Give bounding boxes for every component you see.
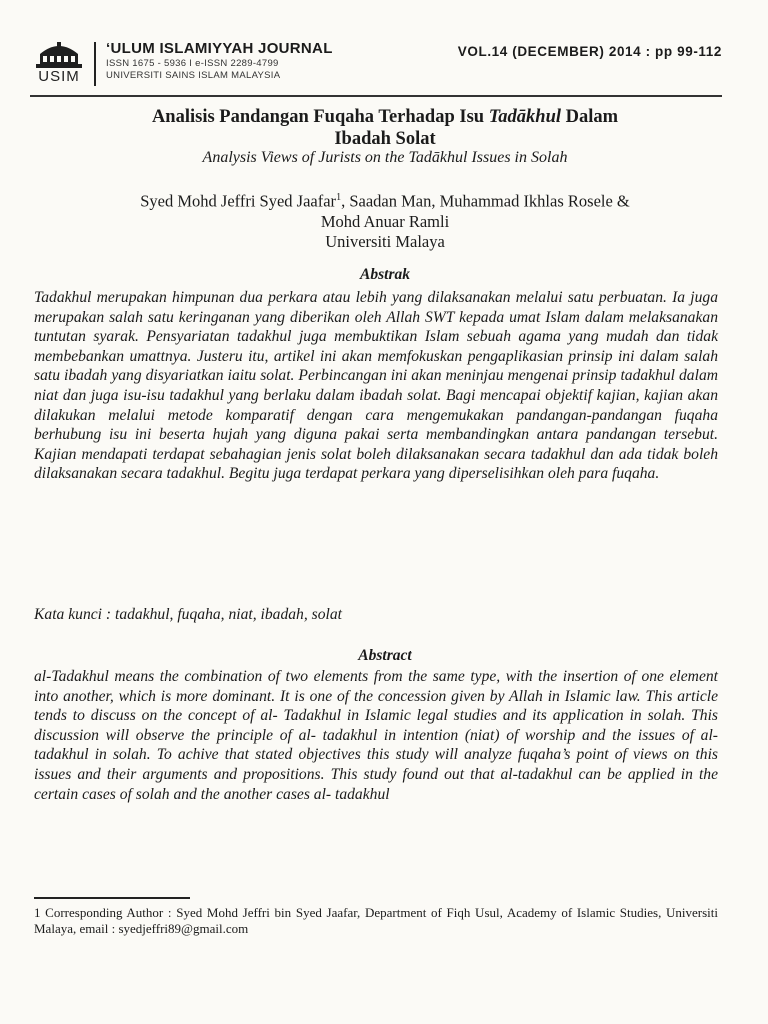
abstract-heading: Abstract (358, 647, 412, 664)
footnote-rule (34, 897, 190, 899)
journal-name: ‘ULUM ISLAMIYYAH JOURNAL (106, 40, 333, 57)
mosque-emblem-icon (30, 40, 88, 70)
abstract-body: al-Tadakhul means the combination of two elements from the same type, with the insertion of one element into another, which is more dominant. It is one of the concession given by Allah in Islamic law. This article tends to discuss on the concept of al- Tadakhul in Islamic legal studies and its application in solah. This discussion will observe the principle of al- tadakhul in intention (niat) of worship and the issues of al- tadakhul in solah. To achive that stated objectives this study will analyze fuqaha’s point of views on this issues and their arguments and propositions. This study found out that al-tadakhul can be applied in the certain cases of solah and the another cases al- tadakhul (34, 668, 718, 803)
header-divider (94, 42, 96, 86)
title-line-2: Ibadah Solat (334, 129, 436, 149)
issn-line: ISSN 1675 - 5936 I e-ISSN 2289-4799 (106, 58, 279, 69)
paper-title-english: Analysis Views of Jurists on the Tadākhul Issues in Solah (202, 149, 568, 166)
paper-title (40, 106, 730, 150)
abstrak-body: Tadakhul merupakan himpunan dua perkara atau lebih yang dilaksanakan melalui satu perbuatan. Ia juga merupakan salah satu keringanan yang diberikan oleh Allah SWT kepada umat Islam dalam melaksanakan tuntutan syarak. Pensyariatan tadakhul juga membuktikan Islam sebuah agama yang mudah dan tidak membebankan umattnya. Justeru itu, artikel ini akan memfokuskan pengaplikasian prinsip ini dalam salah satu ibadah yang disyariatkan iaitu solat. Perbincangan ini akan meninjau mengenai prinsip tadakhul dalam niat dan juga isu-isu tadakhul yang berlaku dalam ibadah solat. Bagi mencapai objektif kajian, kajian akan dilakukan melalui metode komparatif dengan cara mengemukakan pandangan-pandangan fuqaha berhubung isu ini beserta hujah yang diguna pakai serta membandingkan antara pandangan tersebut. Kajian mendapati terdapat sebahagian jenis solat boleh dilaksanakan secara tadakhul dan ada tidak boleh dilaksanakan secara tadakhul. Begitu juga terdapat perkara yang diperselisihkan oleh para fuqaha. (34, 289, 718, 483)
keywords: Kata kunci : tadakhul, fuqaha, niat, ibadah, solat (34, 606, 342, 623)
author-block (40, 188, 730, 252)
last-author: Mohd Anuar Ramli (320, 211, 450, 231)
university-line: UNIVERSITI SAINS ISLAM MALAYSIA (106, 70, 281, 81)
affiliation: Universiti Malaya (325, 231, 445, 251)
abstrak-heading: Abstrak (360, 266, 410, 283)
footnote: 1 Corresponding Author : Syed Mohd Jeffri bin Syed Jaafar, Department of Fiqh Usul, Academy of Islamic Studies, Universiti Malaya, email : syedjeffri89@gmail.com (34, 905, 718, 936)
logo-text: USIM (38, 68, 80, 85)
volume-info: VOL.14 (DECEMBER) 2014 : pp 99-112 (457, 44, 722, 59)
header-rule (30, 95, 722, 97)
title-part-1: Analisis Pandangan Fuqaha Terhadap Isu (151, 107, 489, 127)
journal-header (30, 40, 722, 96)
title-italic-term: Tadākhul (488, 107, 562, 127)
journal-info (106, 40, 333, 81)
title-part-2: Dalam (561, 107, 619, 127)
first-author: Syed Mohd Jeffri Syed Jaafar (140, 191, 337, 211)
usim-logo (30, 40, 88, 90)
co-authors: , Saadan Man, Muhammad Ikhlas Rosele & (341, 191, 630, 211)
footnote-mark: 1 (336, 192, 342, 203)
